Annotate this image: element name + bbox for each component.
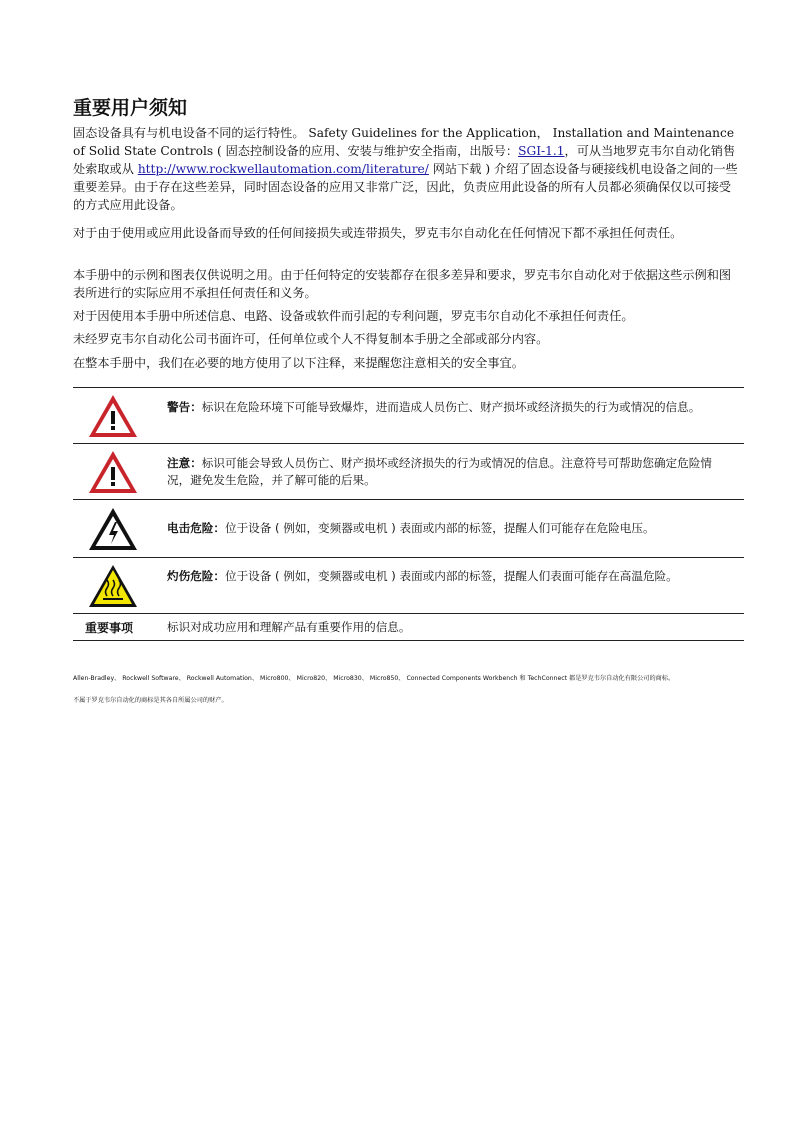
intro-text-1: 固态设备具有与机电设备不同的运行特性。 Safety Guidelines for the Application， Installation and Maintenance of Solid State Controls ( 固态控制设备的应用、安装与维护安全指南，出版号： xyxy=(73,126,735,158)
shock-hazard-icon xyxy=(87,506,139,552)
important-label: 重要事项 xyxy=(85,621,134,635)
burn-hazard-label: 灼伤危险： xyxy=(167,569,225,583)
publication-link[interactable]: SGI-1.1 xyxy=(518,144,565,158)
burn-hazard-row xyxy=(73,557,744,613)
burn-hazard-icon xyxy=(87,563,139,609)
safety-notice-table xyxy=(73,387,744,641)
attention-label: 注意： xyxy=(167,456,202,470)
intro-paragraph xyxy=(73,124,743,214)
intro-text-2: ，可从当地罗克韦尔自动化销售处索取或从 xyxy=(73,144,736,176)
attention-description: 标识可能会导致人员伤亡、财产损坏或经济损失的行为或情况的信息。注意符号可帮助您确定危险情况，避免发生危险，并了解可能的后果。 xyxy=(167,456,712,487)
examples-paragraph: 本手册中的示例和图表仅供说明之用。由于任何特定的安装都存在很多差异和要求，罗克韦尔自动化对于依据这些示例和图表所进行的实际应用不承担任何责任和义务。 xyxy=(73,268,732,300)
shock-hazard-row xyxy=(73,499,744,557)
warning-label: 警告： xyxy=(167,400,202,414)
important-row xyxy=(73,613,744,641)
third-party-trademark-footnote: 不属于罗克韦尔自动化的商标是其各自所属公司的财产。 xyxy=(73,697,228,704)
burn-hazard-text xyxy=(167,568,734,585)
shock-hazard-label: 电击危险： xyxy=(167,521,225,535)
notice-intro-paragraph: 在整本手册中，我们在必要的地方使用了以下注释，来提醒您注意相关的安全事宜。 xyxy=(73,356,524,370)
intro-text-3: 网站下载 ) 介绍了固态设备与硬接线机电设备之间的一些重要差异。由于存在这些差异，同时固态设备的应用又非常广泛，因此，负责应用此设备的所有人员都必须确保仅以可接受的方式应用此设备。 xyxy=(73,162,738,212)
important-text: 标识对成功应用和理解产品有重要作用的信息。 xyxy=(167,620,411,634)
warning-triangle-icon xyxy=(87,393,139,439)
shock-hazard-text xyxy=(167,520,734,537)
warning-text xyxy=(167,399,734,416)
shock-hazard-description: 位于设备 ( 例如，变频器或电机 ) 表面或内部的标签，提醒人们可能存在危险电压。 xyxy=(224,521,655,535)
patent-paragraph: 对于因使用本手册中所述信息、电路、设备或软件而引起的专利问题，罗克韦尔自动化不承担任何责任。 xyxy=(73,309,634,323)
burn-hazard-description: 位于设备 ( 例如，变频器或电机 ) 表面或内部的标签，提醒人们表面可能存在高温危险。 xyxy=(224,569,678,583)
attention-triangle-icon xyxy=(87,449,139,495)
copyright-paragraph: 未经罗克韦尔自动化公司书面许可，任何单位或个人不得复制本手册之全部或部分内容。 xyxy=(73,332,549,346)
liability-paragraph: 对于由于使用或应用此设备而导致的任何间接损失或连带损失，罗克韦尔自动化在任何情况下都不承担任何责任。 xyxy=(73,226,683,240)
warning-row xyxy=(73,387,744,443)
warning-description: 标识在危险环境下可能导致爆炸，进而造成人员伤亡、财产损坏或经济损失的行为或情况的信息。 xyxy=(201,400,701,414)
trademark-footnote: Allen-Bradley、 Rockwell Software、 Rockwell Automation、 Micro800、 Micro820、 Micro830、 Micro850、 Connected Components Workbench 和 TechConnect 都是罗克韦尔自动化有限公司的商标。 xyxy=(73,675,675,682)
attention-row xyxy=(73,443,744,499)
attention-text xyxy=(167,455,734,489)
literature-url-link[interactable]: http://www.rockwellautomation.com/literature/ xyxy=(137,162,429,176)
page-title: 重要用户须知 xyxy=(73,97,188,119)
